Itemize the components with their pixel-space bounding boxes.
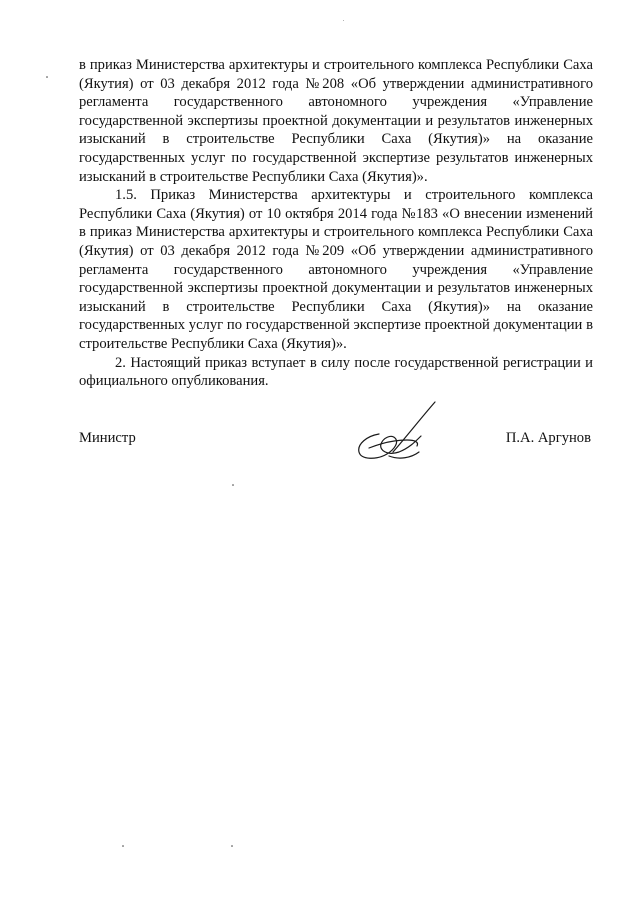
paragraph-item-1-5: 1.5. Приказ Министерства архитектуры и строительного комплекса Республики Саха (Якутия) от 10 октября 2014 года №183 «О внесении изменений в приказ Министерства архитектуры и строительного комплекса Республики Саха (Якутия) от 03 декабря 2012 года №209 «Об утверждении административного регламента государственного автономного учреждения «Управление государственной экспертизы проектной документации и результатов инженерных изысканий в строительстве Республики Саха (Якутия)» на оказание государственных услуг по государственной экспертизе проектной документации в строительстве Республики Саха (Якутия)».	[79, 187, 593, 352]
document-body	[79, 56, 593, 391]
scan-speck	[231, 845, 233, 847]
handwritten-signature	[349, 400, 439, 466]
paragraph-continuation: в приказ Министерства архитектуры и строительного комплекса Республики Саха (Якутия) от 03 декабря 2012 года №208 «Об утверждении административного регламента государственного автономного учреждения «Управление государственной экспертизы проектной документации и результатов инженерных изысканий в строительстве Республики Саха (Якутия)» на оказание государственных услуг по государственной экспертизе результатов инженерных изысканий в строительстве Республики Саха (Якутия)».	[79, 57, 593, 185]
scan-speck	[343, 20, 344, 21]
paragraph-item-2: 2. Настоящий приказ вступает в силу после государственной регистрации и официального опубликования.	[79, 354, 593, 390]
scan-speck	[46, 76, 48, 78]
signature-block	[79, 424, 593, 464]
signatory-title: Министр	[79, 430, 136, 446]
signatory-name: П.А. Аргунов	[505, 430, 591, 446]
scan-speck	[122, 845, 124, 847]
scan-speck	[232, 484, 234, 486]
